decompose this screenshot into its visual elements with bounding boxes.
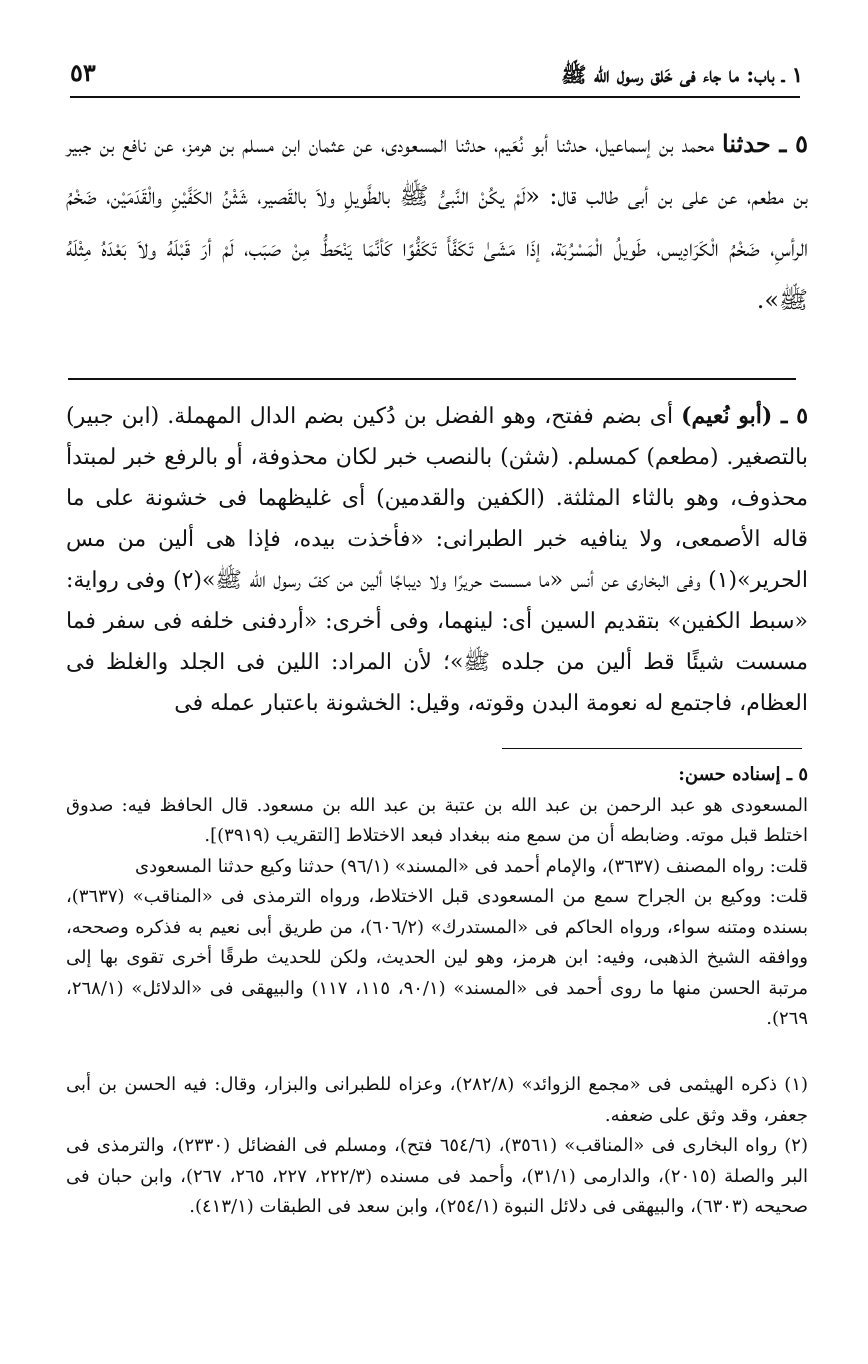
takhrij-paragraph: المسعودى هو عبد الرحمن بن عبد الله بن عتبة بن عبد الله بن مسعود. قال الحافظ فيه: صدوق اختلط قبل موته. وضابطه أن من سمع منه ببغداد فبعد الاختلاط [التقريب (٣٩١٩)]. — [66, 794, 808, 846]
hadith-isnad: محمد بن إسماعيل، حدثنا أبو نُعَيم، حدثنا المسعودى، عن عثمان ابن مسلم بن هرمز، عن نافع بن جبير بن مطعم، عن على بن أبى طالب قال: — [66, 130, 808, 210]
commentary-lead: ٥ ـ (أبو نُعيم) — [681, 403, 809, 429]
takhrij-section — [66, 760, 808, 1035]
hadith-matn: «لَمْ يكُنْ النَّبىُّ ﷺ بالطَّويلِ ولاَ بالقَصير، شَثْنُ الكَفَّيْنِ والْقَدَمَيْن، ضَخْمُ الرأسِ، ضَخْمُ الْكَرَادِيس، طَويلُ الْمَسْرُبَة، إذَا مَشَىٰ تَكَفَّأَ تَكَفُّوًا كَأنَّمَا يَنْحَطُّ مِنْ صَبَب، لَمْ أرَ قَبْلَهُ ولاَ بَعْدَهُ مِثْلَهُ ﷺ». — [66, 182, 808, 314]
commentary-body: أى بضم ففتح، وهو الفضل بن دُكين بضم الدال المهملة. (ابن جبير) بالتصغير. (مطعم) كمسلم. (شثن) بالنصب خبر لكان محذوفة، أو بالرفع خبر لمبتدأ محذوف، وهو بالثاء المثلثة. (الكفين والقدمين) أى غليظهما فى خشونة على ما قاله الأصمعى، ولا ينافيه خبر الطبرانى: «فأخذت بيده، فإذا هى ألين من مس الحرير»(١) وفى البخارى عن أنس «ما مسست حريرًا ولا ديباجًا ألين من كفّ رسول الله ﷺ»(٢) وفى رواية: «سبط الكفين» بتقديم السين أى: لينهما، وفى أخرى: «أردفنى خلفه فى سفر فما مسست شيئًا قط ألين من جلده ﷺ»؛ لأن المراد: اللين فى الجلد والغلظ فى العظام، فاجتمع له نعومة البدن وقوته، وقيل: الخشونة باعتبار عمله فى — [66, 404, 808, 716]
hadith-text — [66, 118, 808, 326]
footnote-1: (١) ذكره الهيثمى فى «مجمع الزوائد» (٢٨٢/٨)، وعزاه للطبرانى والبزار، وقال: فيه الحسن بن أبى جعفر، وقد وثق على ضعفه. — [66, 1074, 809, 1126]
hadith-number-lead: ٥ ـ حدثنا — [722, 129, 808, 158]
footnote-2: (٢) رواه البخارى فى «المناقب» (٣٥٦١)، (٦٥٤/٦ فتح)، ومسلم فى الفضائل (٢٣٣٠)، والترمذى فى البر والصلة (٢٠١٥)، والدارمى (٣١/١)، وأحمد فى مسنده (٢٢٢/٣، ٢٢٧، ٢٦٥، ٢٦٧)، وابن حبان فى صحيحه (٦٣٠٣)، والبيهقى فى دلائل النبوة (٢٥٤/١)، وابن سعد فى الطبقات (٤١٣/١). — [66, 1135, 809, 1217]
takhrij-heading: ٥ ـ إسناده حسن: — [678, 764, 808, 785]
main-rule — [68, 378, 796, 380]
header-rule — [70, 96, 800, 98]
takhrij-paragraph: قلت: رواه المصنف (٣٦٣٧)، والإمام أحمد فى «المسند» (٩٦/١) حدثنا وكيع حدثنا المسعودى — [135, 855, 808, 877]
commentary-text — [66, 396, 808, 724]
takhrij-paragraph: قلت: ووكيع بن الجراح سمع من المسعودى قبل الاختلاط، ورواه الترمذى فى «المناقب» (٣٦٣٧)، بسنده ومتنه سواء، ورواه الحاكم فى «المستدرك» (٦٠٦/٢)، من طريق أبى نعيم به فذكره وصححه، ووافقه الشيخ الذهبى، وفيه: ابن هرمز، وهو لين الحديث، ولكن للحديث طرقًا أخرى تقوى بها إلى مرتبة الحسن منها ما روى أحمد فى «المسند» (٩٠/١، ١١٥، ١١٧) والبيهقى فى «الدلائل» (٢٦٨/١، ٢٦٩). — [66, 886, 808, 1029]
page-number: ٥٣ — [70, 58, 96, 87]
running-title: ١ ـ باب: ما جاء فى خَلق رسول الله ﷺ — [561, 62, 803, 87]
page-header — [70, 58, 803, 92]
footnote-separator — [502, 748, 802, 749]
footnotes — [66, 1070, 808, 1223]
